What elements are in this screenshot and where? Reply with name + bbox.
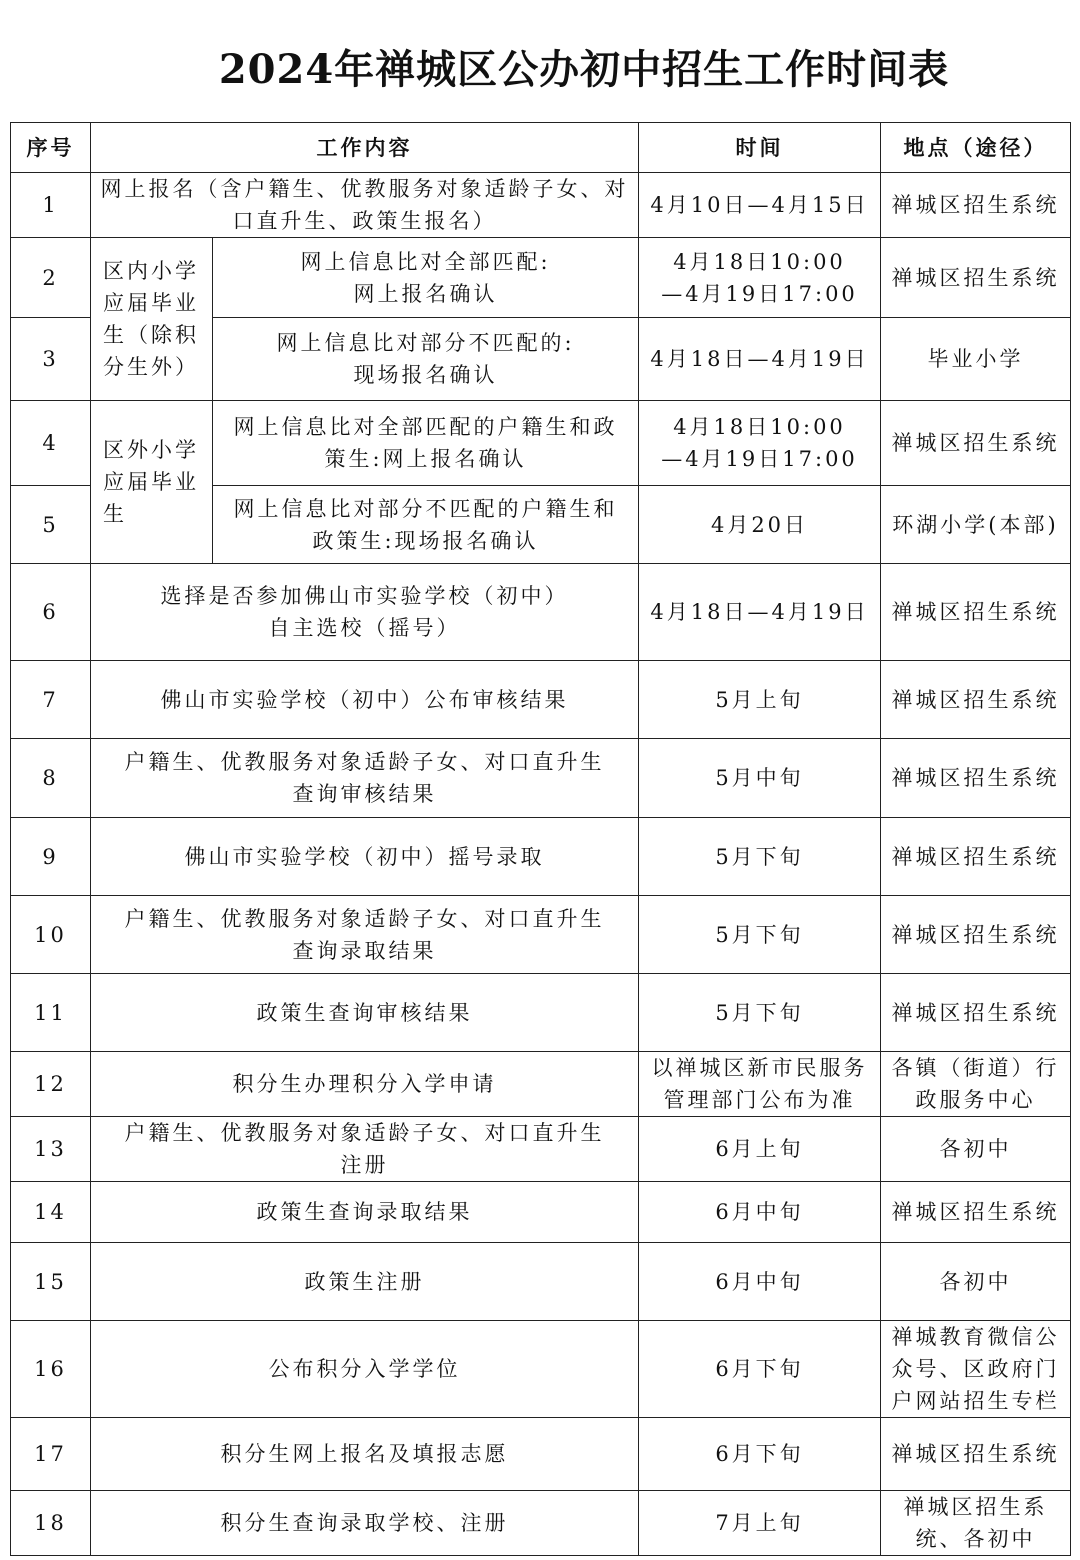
place: 禅城区招生系统 [881,401,1071,486]
header-time: 时间 [639,123,881,173]
work-content: 佛山市实验学校（初中）摇号录取 [91,818,639,896]
work-content: 积分生办理积分入学申请 [91,1052,639,1117]
table-row [11,1491,1071,1556]
row-number: 9 [11,818,91,896]
place: 禅城区招生系 统、各初中 [881,1491,1071,1556]
table-row [11,1321,1071,1418]
work-content: 户籍生、优教服务对象适龄子女、对口直升生 查询审核结果 [91,739,639,818]
work-content: 政策生查询录取结果 [91,1182,639,1243]
place: 各镇（街道）行 政服务中心 [881,1052,1071,1117]
time: 5月下旬 [639,896,881,974]
header-no: 序号 [11,123,91,173]
place: 禅城区招生系统 [881,818,1071,896]
time: 5月中旬 [639,739,881,818]
row-number: 6 [11,564,91,661]
work-content: 积分生查询录取学校、注册 [91,1491,639,1556]
table-row [11,1418,1071,1491]
time: 4月18日—4月19日 [639,564,881,661]
time: 7月上旬 [639,1491,881,1556]
header-content: 工作内容 [91,123,639,173]
work-content: 公布积分入学学位 [91,1321,639,1418]
table-row [11,661,1071,739]
page-title: 2024年禅城区公办初中招生工作时间表 [218,46,950,93]
work-content: 网上信息比对部分不匹配的: 现场报名确认 [213,318,639,401]
table-row [11,739,1071,818]
row-number: 1 [11,173,91,238]
row-number: 7 [11,661,91,739]
time: 4月10日—4月15日 [639,173,881,238]
time: 5月下旬 [639,974,881,1052]
work-content: 网上信息比对全部匹配的户籍生和政 策生:网上报名确认 [213,401,639,486]
place: 禅城区招生系统 [881,661,1071,739]
table-row [11,896,1071,974]
work-content: 户籍生、优教服务对象适龄子女、对口直升生 查询录取结果 [91,896,639,974]
time: 4月18日10:00 —4月19日17:00 [639,238,881,318]
place: 禅城教育微信公 众号、区政府门 户网站招生专栏 [881,1321,1071,1418]
table-row [11,173,1071,238]
row-number: 11 [11,974,91,1052]
time: 5月上旬 [639,661,881,739]
student-group: 区内小学 应届毕业 生（除积 分生外） [91,238,213,401]
student-group: 区外小学 应届毕业 生 [91,401,213,564]
work-content: 选择是否参加佛山市实验学校（初中） 自主选校（摇号） [91,564,639,661]
place: 禅城区招生系统 [881,739,1071,818]
work-content: 积分生网上报名及填报志愿 [91,1418,639,1491]
time: 6月下旬 [639,1418,881,1491]
table-row [11,401,1071,486]
time: 5月下旬 [639,818,881,896]
table-row [11,974,1071,1052]
row-number: 16 [11,1321,91,1418]
work-content: 网上信息比对部分不匹配的户籍生和 政策生:现场报名确认 [213,486,639,564]
schedule-table [10,122,1071,1556]
work-content: 政策生注册 [91,1243,639,1321]
place: 禅城区招生系统 [881,238,1071,318]
row-number: 5 [11,486,91,564]
place: 毕业小学 [881,318,1071,401]
work-content: 佛山市实验学校（初中）公布审核结果 [91,661,639,739]
row-number: 3 [11,318,91,401]
table-row [11,818,1071,896]
time: 6月上旬 [639,1117,881,1182]
work-content: 政策生查询审核结果 [91,974,639,1052]
place: 各初中 [881,1243,1071,1321]
row-number: 15 [11,1243,91,1321]
header-place: 地点（途径） [881,123,1071,173]
table-row [11,1052,1071,1117]
work-content: 网上信息比对全部匹配: 网上报名确认 [213,238,639,318]
place: 禅城区招生系统 [881,896,1071,974]
time: 4月18日10:00 —4月19日17:00 [639,401,881,486]
table-row [11,1117,1071,1182]
place: 禅城区招生系统 [881,173,1071,238]
table-row [11,1182,1071,1243]
place: 禅城区招生系统 [881,974,1071,1052]
row-number: 18 [11,1491,91,1556]
time: 6月下旬 [639,1321,881,1418]
table-row [11,1243,1071,1321]
row-number: 14 [11,1182,91,1243]
table-row [11,238,1071,318]
row-number: 10 [11,896,91,974]
time: 以禅城区新市民服务 管理部门公布为准 [639,1052,881,1117]
row-number: 13 [11,1117,91,1182]
place: 禅城区招生系统 [881,1418,1071,1491]
place: 各初中 [881,1117,1071,1182]
row-number: 2 [11,238,91,318]
time: 4月20日 [639,486,881,564]
table-header-row [11,123,1071,173]
row-number: 17 [11,1418,91,1491]
time: 6月中旬 [639,1182,881,1243]
row-number: 4 [11,401,91,486]
place: 禅城区招生系统 [881,564,1071,661]
table-row [11,564,1071,661]
time: 4月18日—4月19日 [639,318,881,401]
work-content: 网上报名（含户籍生、优教服务对象适龄子女、对 口直升生、政策生报名） [91,173,639,238]
place: 禅城区招生系统 [881,1182,1071,1243]
time: 6月中旬 [639,1243,881,1321]
row-number: 8 [11,739,91,818]
place: 环湖小学(本部) [881,486,1071,564]
work-content: 户籍生、优教服务对象适龄子女、对口直升生 注册 [91,1117,639,1182]
row-number: 12 [11,1052,91,1117]
